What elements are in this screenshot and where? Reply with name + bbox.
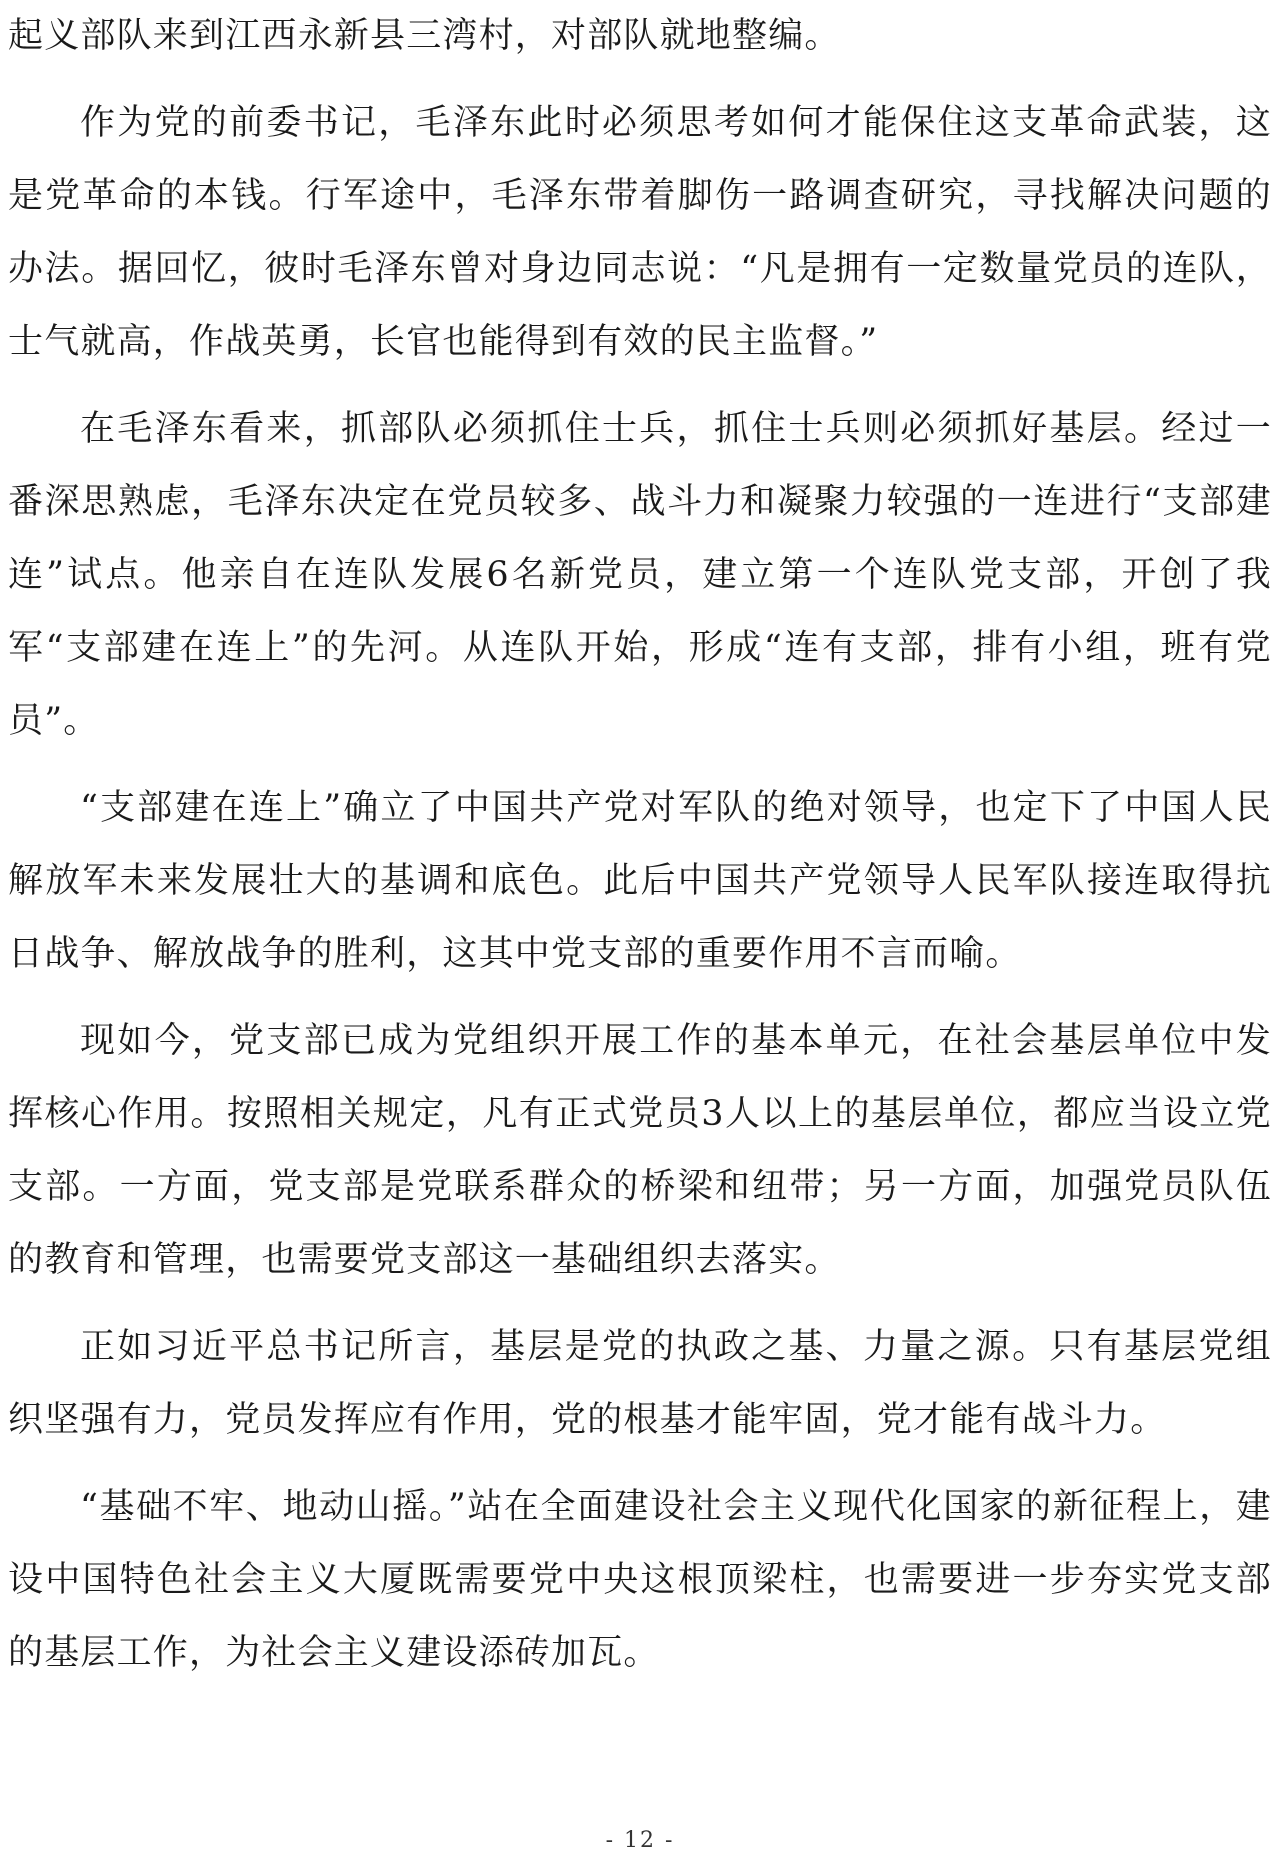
document-body [8, 0, 1272, 1690]
paragraph-continuation: 起义部队来到江西永新县三湾村，对部队就地整编。 [8, 16, 841, 56]
paragraph-party-secretary: 作为党的前委书记，毛泽东此时必须思考如何才能保住这支革命武装，这是党革命的本钱。行军途中，毛泽东带着脚伤一路调查研究，寻找解决问题的办法。据回忆，彼时毛泽东曾对身边同志说：“凡是拥有一定数量党员的连队，士气就高，作战英勇，长官也能得到有效的民主监督。” [8, 103, 1272, 362]
paragraph-conclusion: “基础不牢、地动山摇。”站在全面建设社会主义现代化国家的新征程上，建设中国特色社会主义大厦既需要党中央这根顶梁柱，也需要进一步夯实党支部的基层工作，为社会主义建设添砖加瓦。 [8, 1487, 1272, 1673]
paragraph-absolute-leadership: “支部建在连上”确立了中国共产党对军队的绝对领导，也定下了中国人民解放军未来发展壮大的基调和底色。此后中国共产党领导人民军队接连取得抗日战争、解放战争的胜利，这其中党支部的重要作用不言而喻。 [8, 788, 1272, 974]
paragraph-xi-quote: 正如习近平总书记所言，基层是党的执政之基、力量之源。只有基层党组织坚强有力，党员发挥应有作用，党的根基才能牢固，党才能有战斗力。 [8, 1327, 1272, 1440]
paragraph-branch-in-company: 在毛泽东看来，抓部队必须抓住士兵，抓住士兵则必须抓好基层。经过一番深思熟虑，毛泽东决定在党员较多、战斗力和凝聚力较强的一连进行“支部建连”试点。他亲自在连队发展6名新党员，建立第一个连队党支部，开创了我军“支部建在连上”的先河。从连队开始，形成“连有支部，排有小组，班有党员”。 [8, 409, 1272, 741]
page-number: - 12 - [605, 1828, 675, 1853]
paragraph-basic-unit: 现如今，党支部已成为党组织开展工作的基本单元，在社会基层单位中发挥核心作用。按照相关规定，凡有正式党员3人以上的基层单位，都应当设立党支部。一方面，党支部是党联系群众的桥梁和纽带；另一方面，加强党员队伍的教育和管理，也需要党支部这一基础组织去落实。 [8, 1021, 1272, 1280]
